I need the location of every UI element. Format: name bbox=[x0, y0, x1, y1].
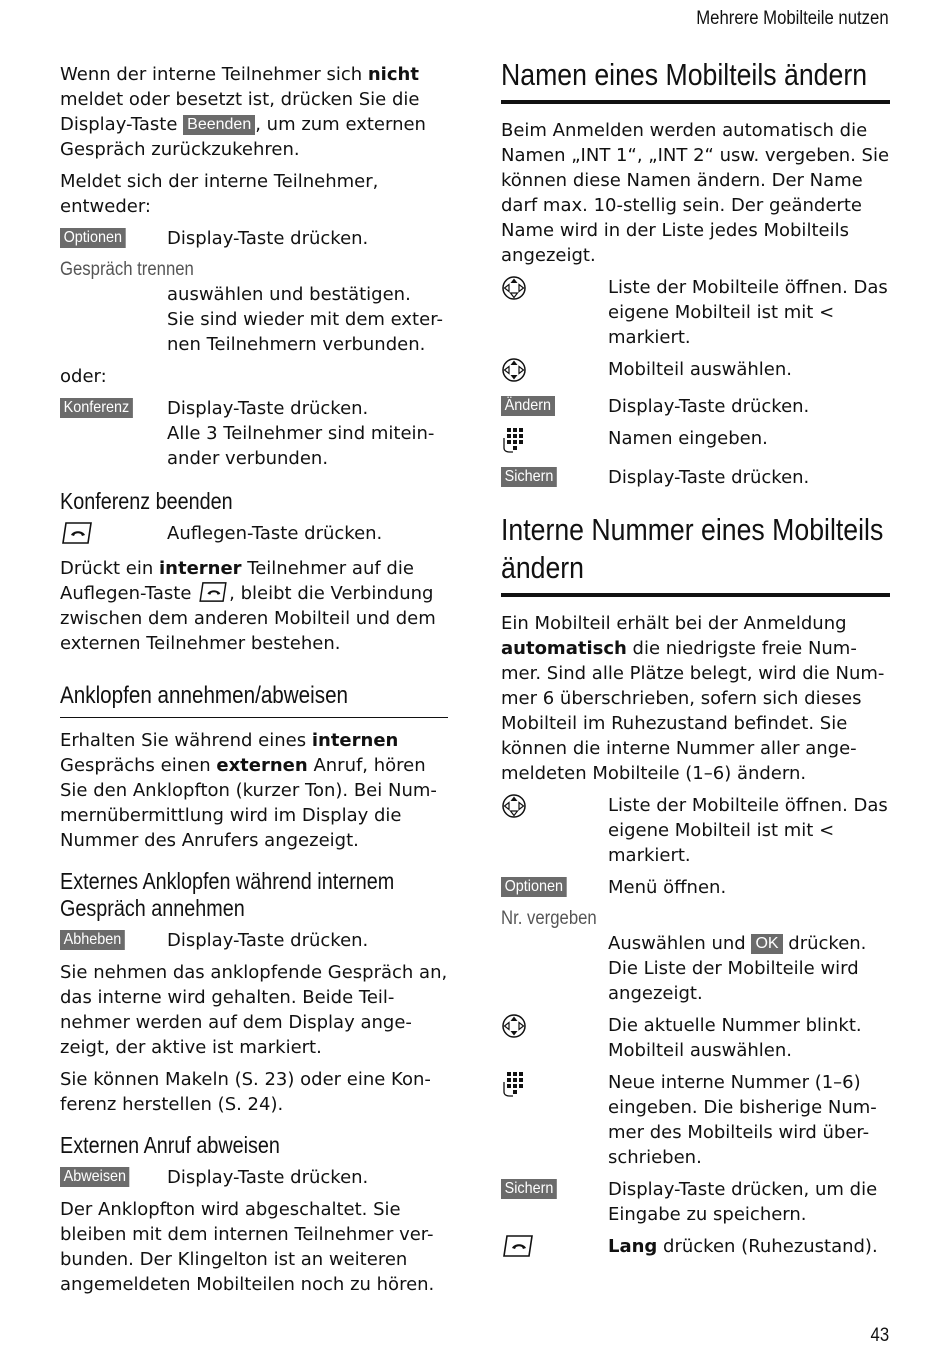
paragraph-anklopfen: Erhalten Sie während eines internen Gesprächs einen externen Anruf, hören Sie den Anklopfton (kurzer Ton). Bei Num-mernübermittlung wird im Display die Nummer des Anrufers angezeigt. bbox=[60, 730, 437, 851]
softkey-optionen: Optionen bbox=[501, 877, 567, 897]
step-auflegen: Auflegen-Taste drücken. bbox=[60, 521, 448, 549]
step-aendern: Ändern Display-Taste drücken. bbox=[501, 394, 890, 419]
softkey-aendern: Ändern bbox=[501, 396, 555, 416]
softkey-abweisen: Abweisen bbox=[60, 1167, 130, 1187]
step-liste-oeffnen: Liste der Mobilteile öffnen. Das eigene Mobilteil ist mit < markiert. bbox=[501, 275, 890, 350]
oder-text: oder: bbox=[60, 366, 107, 387]
step-mobilteil-auswaehlen: Mobilteil auswählen. bbox=[501, 357, 890, 387]
step-optionen-menue: Optionen Menü öffnen. bbox=[501, 875, 890, 900]
step-optionen: Optionen Display-Taste drücken. bbox=[60, 226, 448, 251]
control-key-icon bbox=[501, 275, 527, 301]
step-lang-druecken: Lang drücken (Ruhezustand). bbox=[501, 1234, 890, 1262]
running-header: Mehrere Mobilteile nutzen bbox=[696, 8, 889, 29]
end-call-key-icon bbox=[197, 581, 229, 603]
heading-konferenz-beenden: Konferenz beenden bbox=[60, 488, 233, 514]
control-key-icon bbox=[501, 357, 527, 383]
control-key-icon bbox=[501, 793, 527, 819]
softkey-sichern: Sichern bbox=[501, 467, 557, 487]
step-abweisen: Abweisen Display-Taste drücken. bbox=[60, 1165, 448, 1190]
heading-namen-aendern: Namen eines Mobilteils ändern bbox=[501, 57, 868, 92]
control-key-icon bbox=[501, 1013, 527, 1039]
end-call-key-icon bbox=[501, 1234, 535, 1258]
softkey-beenden: Beenden bbox=[183, 115, 255, 135]
page-number: 43 bbox=[870, 1325, 889, 1346]
paragraph-makeln: Sie können Makeln (S. 23) oder eine Kon-ferenz herstellen (S. 24). bbox=[60, 1069, 431, 1115]
softkey-ok: OK bbox=[751, 934, 782, 954]
heading-extern-annehmen: Externes Anklopfen während internem Gespräch annehmen bbox=[60, 868, 395, 921]
paragraph-interner-auflegen: Drückt ein interner Teilnehmer auf die Auflegen-Taste , bleibt die Verbindung zwischen dem anderen Mobilteil und dem externen Teilnehmer bestehen. bbox=[60, 558, 436, 654]
softkey-sichern: Sichern bbox=[501, 1179, 557, 1199]
softkey-konferenz: Konferenz bbox=[60, 398, 133, 418]
left-column bbox=[60, 62, 448, 1304]
section-rule bbox=[60, 717, 448, 718]
step-namen-eingeben: Namen eingeben. bbox=[501, 426, 890, 458]
paragraph-not-answering: Wenn der interne Teilnehmer sich nicht meldet oder besetzt ist, drücken Sie die Display-Taste Beenden , um zum externen Gespräch zurückzukehren. bbox=[60, 64, 426, 160]
heading-extern-abweisen: Externen Anruf abweisen bbox=[60, 1132, 280, 1158]
right-column bbox=[501, 56, 890, 1269]
step-nummer-blinkt: Die aktuelle Nummer blinkt. Mobilteil auswählen. bbox=[501, 1013, 890, 1063]
step-neue-nummer: Neue interne Nummer (1–6) eingeben. Die bisherige Num-mer des Mobilteils wird über-schrieben. bbox=[501, 1070, 890, 1170]
step-sichern-2: Sichern Display-Taste drücken, um die Eingabe zu speichern. bbox=[501, 1177, 890, 1227]
end-call-key-icon bbox=[60, 521, 94, 545]
section-rule bbox=[501, 100, 890, 104]
step-trennen-text: auswählen und bestätigen. Sie sind wieder mit dem exter-nen Teilnehmern verbunden. bbox=[167, 284, 443, 355]
step-abheben: Abheben Display-Taste drücken. bbox=[60, 928, 448, 953]
step-sichern: Sichern Display-Taste drücken. bbox=[501, 465, 890, 490]
step-nr-vergeben-text: Auswählen und OK drücken. Die Liste der Mobilteile wird angezeigt. bbox=[608, 933, 867, 1004]
softkey-abheben: Abheben bbox=[60, 930, 125, 950]
paragraph-nummer: Ein Mobilteil erhält bei der Anmeldung automatisch die niedrigste freie Num-mer. Sind alle Plätze belegt, wird die Num-mer 6 überschrieben, sofern sich dieses Mobilteil im Ruhezustand befindet. Sie können die interne Nummer aller ange-meldeten Mobilteile (1–6) ändern. bbox=[501, 613, 885, 784]
keypad-icon bbox=[501, 1070, 531, 1098]
step-konferenz: Konferenz Display-Taste drücken. Alle 3 Teilnehmer sind mitein-ander verbunden. bbox=[60, 396, 448, 471]
paragraph-anklopfend-annehmen: Sie nehmen das anklopfende Gespräch an, das interne wird gehalten. Beide Teil-nehmer werden auf dem Display ange-zeigt, der aktive ist markiert. bbox=[60, 962, 448, 1058]
softkey-optionen: Optionen bbox=[60, 228, 126, 248]
keypad-icon bbox=[501, 426, 531, 454]
heading-nummer-aendern: Interne Nummer eines Mobilteils ändern bbox=[501, 512, 884, 585]
heading-anklopfen: Anklopfen annehmen/abweisen bbox=[60, 682, 349, 709]
step-liste-oeffnen-2: Liste der Mobilteile öffnen. Das eigene Mobilteil ist mit < markiert. bbox=[501, 793, 890, 868]
section-rule bbox=[501, 593, 890, 597]
paragraph-namen: Beim Anmelden werden automatisch die Namen „INT 1“, „INT 2“ usw. vergeben. Sie können diese Namen ändern. Der Name darf max. 10-stellig sein. Der geänderte Name wird in der Liste jedes Mobilteils angezeigt. bbox=[501, 120, 890, 266]
paragraph-answers: Meldet sich der interne Teilnehmer, entweder: bbox=[60, 171, 379, 217]
menu-item-nr-vergeben: Nr. vergeben bbox=[501, 908, 597, 929]
paragraph-anklopfton-aus: Der Anklopfton wird abgeschaltet. Sie bleiben mit dem internen Teilnehmer ver-bunden. Der Klingelton ist an weiteren angemeldeten Mobilteilen noch zu hören. bbox=[60, 1199, 435, 1295]
menu-item-gespraech-trennen: Gespräch trennen bbox=[60, 259, 194, 280]
